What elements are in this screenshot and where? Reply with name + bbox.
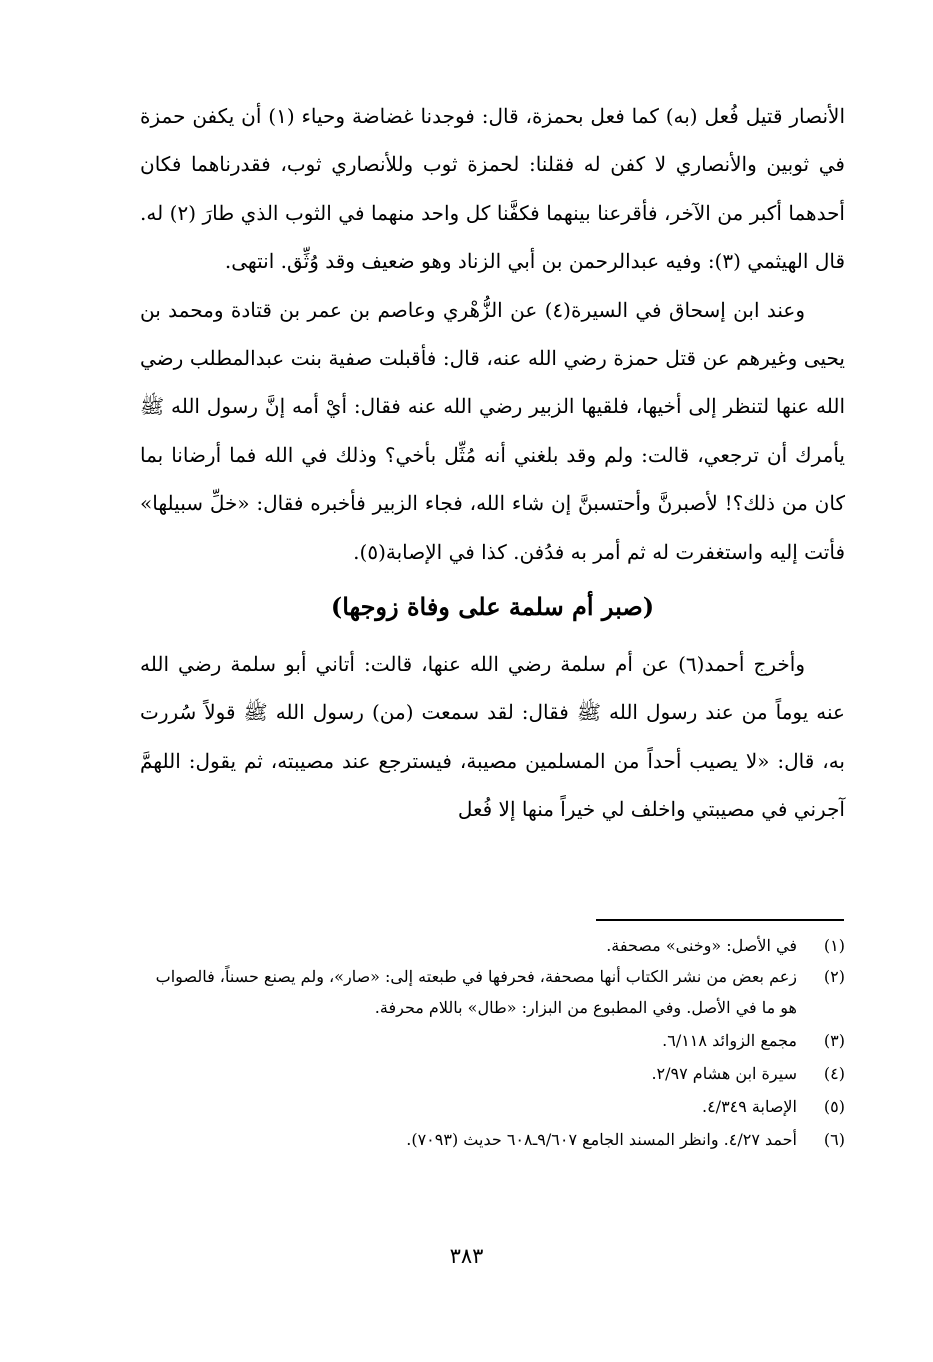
section-heading: (صبر أم سلمة على وفاة زوجها) xyxy=(330,592,655,622)
footnote-number: (٣) xyxy=(823,1031,845,1050)
footnote-number: (٥) xyxy=(823,1097,845,1116)
footnote-number: (٤) xyxy=(823,1064,845,1083)
footnote-number: (٢) xyxy=(823,967,845,986)
page-number: ٣٨٣ xyxy=(449,1244,484,1268)
paragraph-2: وعند ابن إسحاق في السيرة(٤) عن الزُّهْري وعاصم بن عمر بن قتادة ومحمد بن يحيى وغيرهم عن قتل حمزة رضي الله عنه، قال: فأقبلت صفية بنت عبدالمطلب رضي الله عنها لتنظر إلى أخيها، فلقيها الزبير رضي الله عنه فقال: أيْ أمه إنَّ رسول الله ﷺ يأمرك أن ترجعي، قالت: ولم وقد بلغني أنه مُثِّل بأخي؟ وذلك في الله فما أرضانا بما كان من ذلك؟! لأصبرنَّ وأحتسبنَّ إن شاء الله، فجاء الزبير فأخبره فقال: «خلِّ سبيلها» فأتت إليه واستغفرت له ثم أمر به فدُفن. كذا في الإصابة(٥). xyxy=(140,297,845,564)
footnotes xyxy=(140,930,845,1155)
footnote-text: الإصابة ٤/٣٤٩. xyxy=(701,1097,797,1116)
footnote-6 xyxy=(140,1124,845,1155)
footnote-text: في الأصل: «وخنى» مصحفة. xyxy=(606,936,797,955)
paragraph-3: وأخرج أحمد(٦) عن أم سلمة رضي الله عنها، قالت: أتاني أبو سلمة رضي الله عنه يوماً من عند رسول الله ﷺ فقال: لقد سمعت (من) رسول الله ﷺ قولاً سُررت به، قال: «لا يصيب أحداً من المسلمين مصيبة، فيسترجع عند مصيبته، ثم يقول: اللهمَّ آجرني في مصيبتي واخلف لي خيراً منها إلا فُعل xyxy=(140,652,845,822)
footnote-number: (٦) xyxy=(823,1130,845,1149)
footnote-1 xyxy=(140,930,845,961)
footnote-text: زعم بعض من نشر الكتاب أنها مصحفة، فحرفها في طبعته إلى: «صار»، ولم يصنع حسناً، فالصواب هو ما في الأصل. وفي المطبوع من البزار: «طال» باللام محرفة. xyxy=(155,967,797,1017)
footnote-2 xyxy=(140,961,845,1023)
footnote-separator xyxy=(596,919,844,921)
footnote-4 xyxy=(140,1058,845,1089)
footnote-number: (١) xyxy=(823,936,845,955)
footnote-text: مجمع الزوائد ٦/١١٨. xyxy=(662,1031,797,1050)
paragraph-1: الأنصار قتيل فُعل (به) كما فعل بحمزة، قال: فوجدنا غضاضة وحياء (١) أن يكفن حمزة في ثوبين والأنصاري لا كفن له فقلنا: لحمزة ثوب وللأنصاري ثوب، فقدرناهما فكان أحدهما أكبر من الآخر، فأقرعنا بينهما فكفَّنا كل واحد منهما في الثوب الذي طارَ (٢) له. قال الهيثمي (٣): وفيه عبدالرحمن بن أبي الزناد وهو ضعيف وقد وُثِّق. انتهى. xyxy=(140,104,846,274)
footnote-5 xyxy=(140,1091,845,1122)
footnote-text: أحمد ٤/٢٧. وانظر المسند الجامع ٩/٦٠٧ـ٦٠٨ حديث (٧٠٩٣). xyxy=(406,1130,797,1149)
footnote-text: سيرة ابن هشام ٢/٩٧. xyxy=(651,1064,797,1083)
main-text xyxy=(140,92,845,834)
footnote-3 xyxy=(140,1025,845,1056)
